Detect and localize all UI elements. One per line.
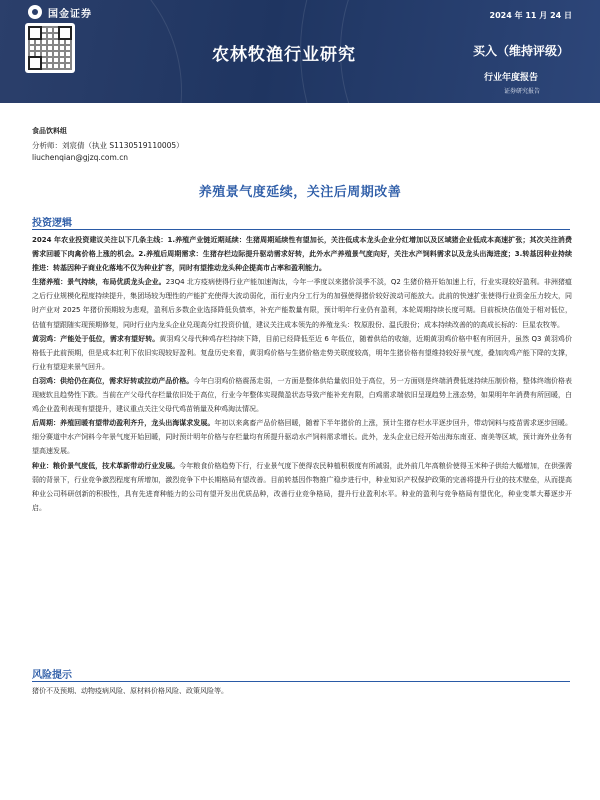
section-heading-risk: 风险提示 xyxy=(32,670,72,681)
rating: 买入（维持评级） xyxy=(473,44,570,58)
paragraph-text: 今年粮食价格趋势下行，行业景气度下使得农民种植积极度有所减弱，此外前几年高粮价使得玉米种子供给大幅增加，在供强需弱的背景下，行业竞争激烈程度有所增加，激烈竞争下中长期格局有望改善。目前转基因作物推广稳步进行中，种业知识产权保护政策的完善将提升行业的技术壁垒，从而提高种业公司科研创新的积极性，具有先进育种能力的公司有望开发出优质品种，改善行业竞争格局，提升行业盈利水平。种业的盈利与竞争格局有望优化，种业变革大幕逐步开启。 xyxy=(32,461,573,512)
paragraph xyxy=(32,459,572,515)
section-divider xyxy=(32,681,570,682)
section-heading-logic: 投资逻辑 xyxy=(32,218,72,229)
paragraph-lead: 白羽鸡：供给仍在高位，需求好转或拉动产品价格。 xyxy=(32,376,194,385)
paragraph-lead: 种业：粮价景气度低，技术革新带动行业发展。 xyxy=(32,461,180,470)
report-type: 行业年度报告 xyxy=(484,73,539,83)
brand-logo xyxy=(28,5,92,19)
paragraph xyxy=(32,416,572,458)
paragraph xyxy=(32,275,572,331)
paragraph xyxy=(32,332,572,374)
page-title: 养殖景气度延续，关注后周期改善 xyxy=(198,185,402,200)
analyst-email[interactable]: liuchenqian@gjzq.com.cn xyxy=(32,153,129,162)
risk-text: 猪价不及预期、动物疫病风险、原材料价格风险、政策风险等。 xyxy=(32,687,228,695)
paragraph-text: 黄羽鸡父母代种鸡存栏持续下降，目前已经降低至近 6 年低位，随着供给的收缩，近期黄羽鸡价格中枢有所回升，虽然 Q3 黄羽鸡价格低于此前预期，但是成本红利下依旧实现较好盈利。复盘历史来看，黄羽鸡价格与生猪价格走势关联度较高，明年生猪价格有望维持较好景气度，叠加肉鸡产能下降的支撑，行业有望迎来景气回升。 xyxy=(32,334,572,371)
paragraph-lead: 2024 年农业投资建议关注以下几条主线：1.养殖产业链近期延续：生猪周期延续性有望加长，关注低成本龙头企业分红增加以及区域猪企业低成本高速扩张；其次关注消费需求回暖下肉禽价格上涨的机会。2.养殖后周期需求：生猪存栏边际提升驱动需求好转，此外水产养殖景气度向好，关注水产饲料需求以及龙头出海进度；3.转基因种业持续推进：转基因种子商业化落地不仅为种业扩容，同时有望推动龙头种企提高市占率和盈利能力。 xyxy=(32,236,572,273)
sector-label: 食品饮料组 xyxy=(32,127,67,135)
header-banner xyxy=(0,0,600,103)
paragraph-text: 今年白羽鸡价格震荡走弱，一方面是整体供给量依旧处于高位，另一方面则是终端消费低迷持续压制价格，整体终端价格表现疲软且趋势性下跌。当前在产父母代存栏量依旧处于高位，行业今年整体实现微盈状态导致产能补充有限，白鸡需求端依旧呈现趋势上涨态势，如果明年年消费有所回暖，白鸡企业盈利表现有望提升，建议重点关注父母代鸡苗销量及种鸡淘汰情况。 xyxy=(32,376,573,414)
paragraph-text: 23Q4 北方疫病使得行业产能加速淘汰，今年一季度以来猪价淡季不淡，Q2 生猪价格开始加速上行，行业实现较好盈利。非洲猪瘟之后行业规模化程度持续提升，集团场较为理性的产能扩充使得大波动弱化，而行业内分工行为的加强使得猪价较好波动可能放大。此前的快速扩张使得行业资金压力较大，同时产业对 2025 年猪价预期较为悲观，盈利后多数企业选择降低负债率，补充产能数量有限，预计明年行业仍有盈利，本轮周期持续长度可期。目前板块估值处于相对低位，估值有望跟随实现预期修复，同时行业内龙头企业兑现高分红投资价值，建议关注成本领先的养殖龙头：牧原股份、温氏股份；成本持续改善的的高成长标的：巨星农牧等。 xyxy=(32,278,572,329)
paragraph xyxy=(32,233,572,275)
logo-text: 国金证券 xyxy=(48,8,92,20)
logo-icon xyxy=(28,5,42,19)
paragraph-lead: 后周期：养殖回暖有望带动盈利齐升，龙头出海谋求发展。 xyxy=(32,419,215,428)
paragraph xyxy=(32,374,572,416)
section-divider xyxy=(32,229,570,230)
paragraph-text: 年初以来禽畜产品价格回暖，随着下半年猪价的上涨，预计生猪存栏水平逐步回升，带动饲料与疫苗需求逐步回暖。细分赛道中水产饲料今年景气度开始回暖，同时预计明年价格与存栏量均有所提升驱动水产饲料需求增长。此外，龙头企业已经开始出海东南亚、南美等区域，预计海外业务有望高速发展。 xyxy=(32,419,573,456)
logic-body xyxy=(32,233,572,515)
report-title: 农林牧渔行业研究 xyxy=(212,45,356,65)
report-subtitle: 证券研究报告 xyxy=(504,88,541,95)
report-date: 2024 年 11 月 24 日 xyxy=(489,11,572,20)
analyst-info: 分析师：刘宸倩（执业 S1130519110005） xyxy=(32,141,184,150)
paragraph-lead: 生猪养殖：景气持续，布局优质龙头企业。 xyxy=(32,278,166,287)
paragraph-lead: 黄羽鸡：产能处于低位，需求有望好转。 xyxy=(32,334,160,343)
qr-code-icon xyxy=(25,23,75,73)
